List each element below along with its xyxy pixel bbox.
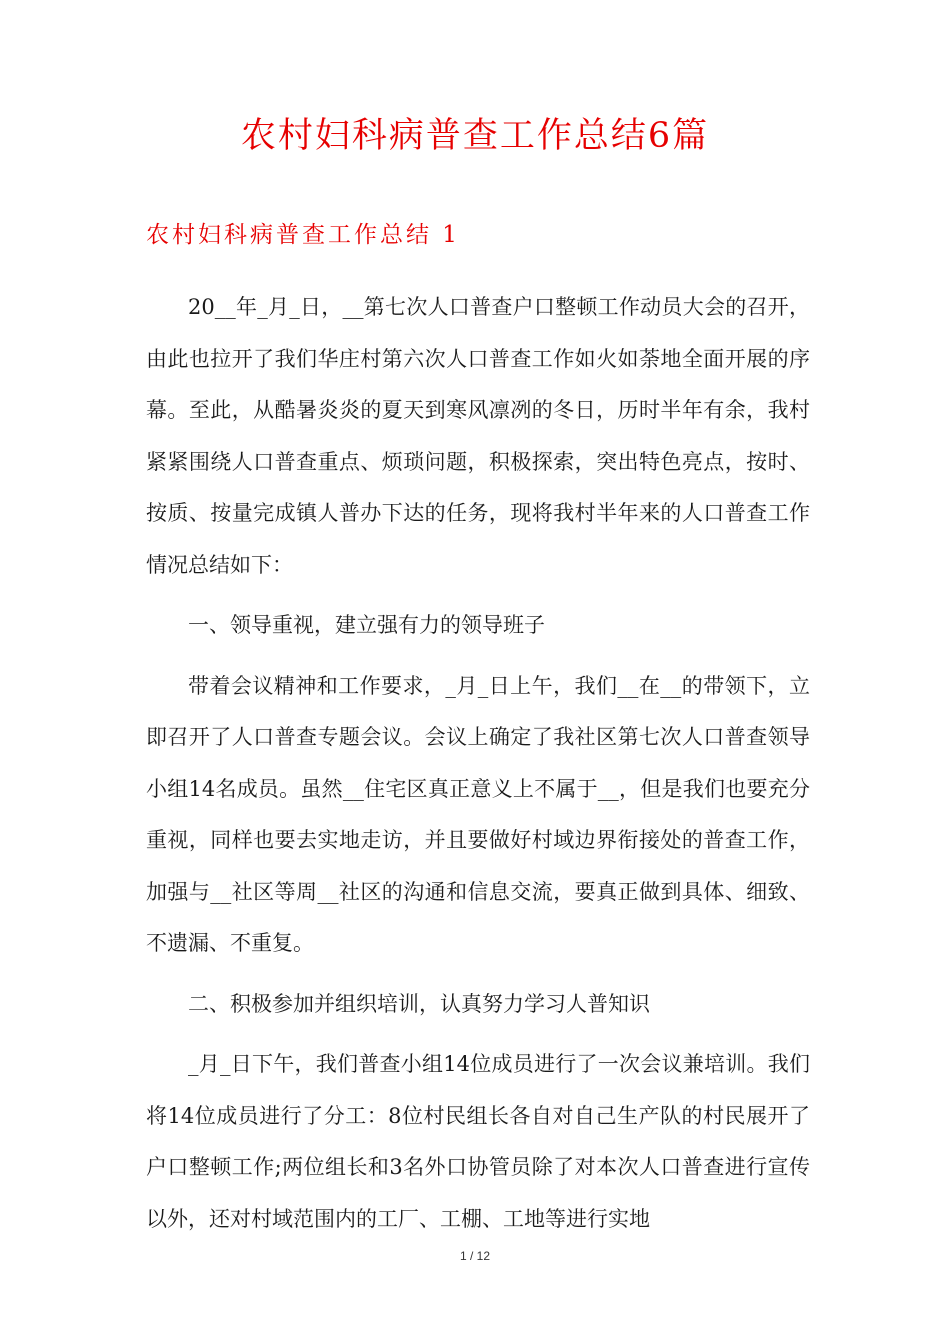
heading-training: 二、积极参加并组织培训，认真努力学习人普知识 [188,991,650,1016]
paragraph-leadership: 带着会议精神和工作要求，_月_日上午，我们__在__的带领下，立即召开了人口普查专题会议。会议上确定了我社区第七次人口普查领导小组14名成员。虽然__住宅区真正意义上不属于__，但是我们也要充分重视，同样也要去实地走访，并且要做好村域边界衔接处的普查工作，加强与__社区等周__社区的沟通和信息交流，要真正做到具体、细致、不遗漏、不重复。 [146,673,810,955]
paragraph-training: _月_日下午，我们普查小组14位成员进行了一次会议兼培训。我们将14位成员进行了分工：8位村民组长各自对自己生产队的村民展开了户口整顿工作;两位组长和3名外口协管员除了对本次人口普查进行宣传以外，还对村域范围内的工厂、工棚、工地等进行实地 [146,1052,810,1231]
document-body [146,282,810,1245]
section-title: 农村妇科病普查工作总结 1 [146,222,460,248]
page-number: 1 / 12 [459,1249,491,1263]
document-title: 农村妇科病普查工作总结6篇 [240,116,710,156]
heading-leadership: 一、领导重视，建立强有力的领导班子 [188,613,545,637]
paragraph-intro: 20__年_月_日，__第七次人口普查户口整顿工作动员大会的召开，由此也拉开了我们华庄村第六次人口普查工作如火如荼地全面开展的序幕。至此，从酷暑炎炎的夏天到寒风凛冽的冬日，历时半年有余，我村紧紧围绕人口普查重点、烦琐问题，积极探索，突出特色亮点，按时、按质、按量完成镇人普办下达的任务，现将我村半年来的人口普查工作情况总结如下： [146,295,810,577]
